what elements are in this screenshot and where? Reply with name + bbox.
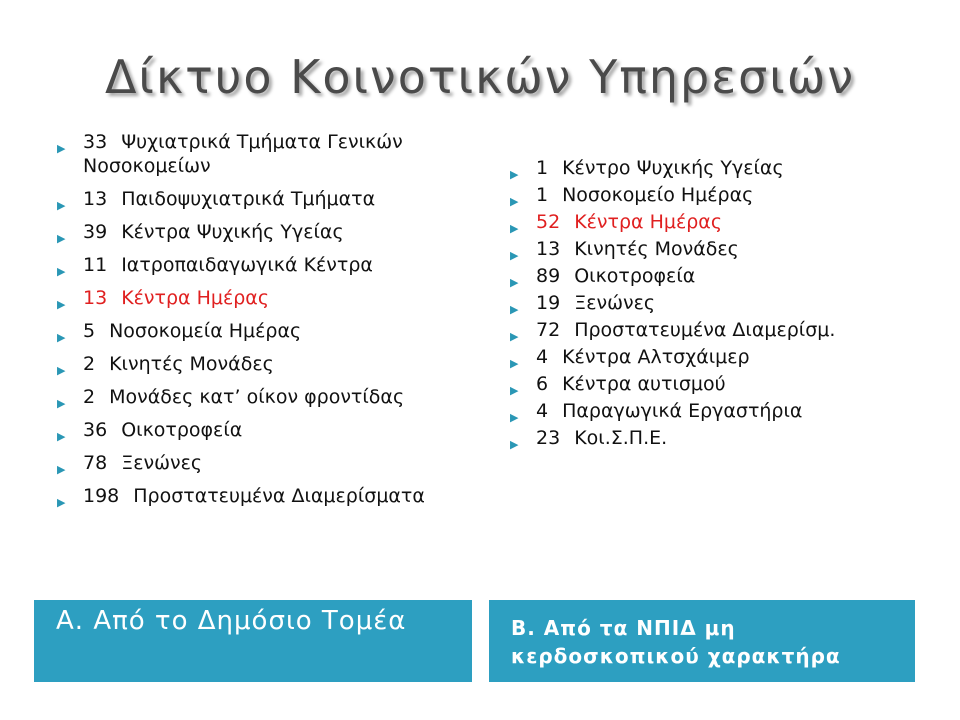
bullet-triangle-icon: ▶ bbox=[57, 232, 66, 245]
item-count: 23 bbox=[536, 427, 561, 449]
bullet-triangle-icon: ▶ bbox=[57, 265, 66, 278]
item-count: 6 bbox=[536, 373, 549, 395]
item-count: 1 bbox=[536, 157, 549, 179]
item-label: Κέντρο Ψυχικής Υγείας bbox=[562, 157, 784, 179]
item-label: Κοι.Σ.Π.Ε. bbox=[574, 427, 668, 449]
bullet-triangle-icon: ▶ bbox=[510, 411, 519, 424]
item-count: 1 bbox=[536, 184, 549, 206]
bullet-triangle-icon: ▶ bbox=[510, 303, 519, 316]
item-label: Οικοτροφεία bbox=[121, 419, 243, 441]
item-label: Κινητές Μονάδες bbox=[574, 238, 739, 260]
bullet-triangle-icon: ▶ bbox=[510, 438, 519, 451]
list-item bbox=[57, 130, 467, 178]
public-sector-list bbox=[57, 130, 467, 517]
item-count: 11 bbox=[83, 254, 108, 276]
list-item bbox=[510, 183, 930, 207]
list-item bbox=[510, 291, 930, 315]
bullet-triangle-icon: ▶ bbox=[57, 463, 66, 476]
list-item bbox=[510, 399, 930, 423]
item-label: Κινητές Μονάδες bbox=[109, 353, 274, 375]
item-count: 39 bbox=[83, 221, 108, 243]
item-count: 78 bbox=[83, 452, 108, 474]
public-sector-label: Α. Από το Δημόσιο Τομέα bbox=[56, 606, 407, 636]
item-count: 4 bbox=[536, 346, 549, 368]
item-count: 4 bbox=[536, 400, 549, 422]
list-item bbox=[57, 286, 467, 310]
item-count: 72 bbox=[536, 319, 561, 341]
list-item bbox=[510, 372, 930, 396]
bullet-triangle-icon: ▶ bbox=[57, 298, 66, 311]
item-count: 13 bbox=[536, 238, 561, 260]
list-item bbox=[57, 253, 467, 277]
npid-label: Β. Από τα ΝΠΙΔ μη κερδοσκοπικού χαρακτήρα bbox=[511, 616, 841, 668]
item-label: Παιδοψυχιατρικά Τμήματα bbox=[121, 188, 376, 210]
list-item bbox=[510, 156, 930, 180]
bullet-triangle-icon: ▶ bbox=[57, 430, 66, 443]
item-count: 13 bbox=[83, 188, 108, 210]
item-label: Κέντρα αυτισμού bbox=[562, 373, 726, 395]
page-title: Δίκτυο Κοινοτικών Υπηρεσιών bbox=[104, 50, 856, 104]
item-count: 33 bbox=[83, 131, 108, 153]
list-item bbox=[57, 418, 467, 442]
list-item bbox=[510, 426, 930, 450]
npid-list bbox=[510, 156, 930, 453]
item-label: Νοσοκομείο Ημέρας bbox=[562, 184, 754, 206]
item-label: Παραγωγικά Εργαστήρια bbox=[562, 400, 803, 422]
bullet-triangle-icon: ▶ bbox=[510, 330, 519, 343]
item-count: 36 bbox=[83, 419, 108, 441]
item-label: Ψυχιατρικά Τμήματα Γενικών Νοσοκομείων bbox=[83, 131, 403, 177]
item-label: Ξενώνες bbox=[121, 452, 203, 474]
item-count: 5 bbox=[83, 320, 96, 342]
item-count: 198 bbox=[83, 485, 120, 507]
bullet-triangle-icon: ▶ bbox=[510, 168, 519, 181]
npid-label-box bbox=[489, 600, 915, 682]
list-item bbox=[57, 220, 467, 244]
item-count: 52 bbox=[536, 211, 561, 233]
list-item bbox=[510, 345, 930, 369]
list-item bbox=[57, 352, 467, 376]
bullet-triangle-icon: ▶ bbox=[510, 357, 519, 370]
bullet-triangle-icon: ▶ bbox=[57, 496, 66, 509]
list-item bbox=[57, 484, 467, 508]
item-count: 89 bbox=[536, 265, 561, 287]
list-item bbox=[57, 385, 467, 409]
list-item bbox=[57, 451, 467, 475]
item-label: Προστατευμένα Διαμερίσμ. bbox=[574, 319, 836, 341]
bullet-triangle-icon: ▶ bbox=[57, 364, 66, 377]
item-label: Οικοτροφεία bbox=[574, 265, 696, 287]
list-item bbox=[510, 264, 930, 288]
list-item bbox=[510, 318, 930, 342]
bullet-triangle-icon: ▶ bbox=[57, 142, 66, 155]
item-label: Νοσοκομεία Ημέρας bbox=[109, 320, 302, 342]
item-label: Μονάδες κατ’ οίκον φροντίδας bbox=[109, 386, 405, 408]
public-sector-label-box bbox=[34, 600, 472, 682]
item-label: Κέντρα Ημέρας bbox=[121, 287, 269, 309]
item-label: Ξενώνες bbox=[574, 292, 656, 314]
item-count: 13 bbox=[83, 287, 108, 309]
list-item bbox=[510, 237, 930, 261]
bullet-triangle-icon: ▶ bbox=[510, 276, 519, 289]
bullet-triangle-icon: ▶ bbox=[510, 195, 519, 208]
item-label: Κέντρα Ημέρας bbox=[574, 211, 722, 233]
bullet-triangle-icon: ▶ bbox=[510, 384, 519, 397]
item-label: Κέντρα Ψυχικής Υγείας bbox=[121, 221, 344, 243]
bullet-triangle-icon: ▶ bbox=[510, 222, 519, 235]
item-count: 2 bbox=[83, 353, 96, 375]
bullet-triangle-icon: ▶ bbox=[57, 397, 66, 410]
bullet-triangle-icon: ▶ bbox=[57, 331, 66, 344]
item-count: 19 bbox=[536, 292, 561, 314]
list-item bbox=[510, 210, 930, 234]
item-count: 2 bbox=[83, 386, 96, 408]
item-label: Ιατροπαιδαγωγικά Κέντρα bbox=[121, 254, 373, 276]
bullet-triangle-icon: ▶ bbox=[57, 199, 66, 212]
item-label: Κέντρα Αλτσχάιμερ bbox=[562, 346, 750, 368]
bullet-triangle-icon: ▶ bbox=[510, 249, 519, 262]
item-label: Προστατευμένα Διαμερίσματα bbox=[133, 485, 425, 507]
list-item bbox=[57, 187, 467, 211]
list-item bbox=[57, 319, 467, 343]
